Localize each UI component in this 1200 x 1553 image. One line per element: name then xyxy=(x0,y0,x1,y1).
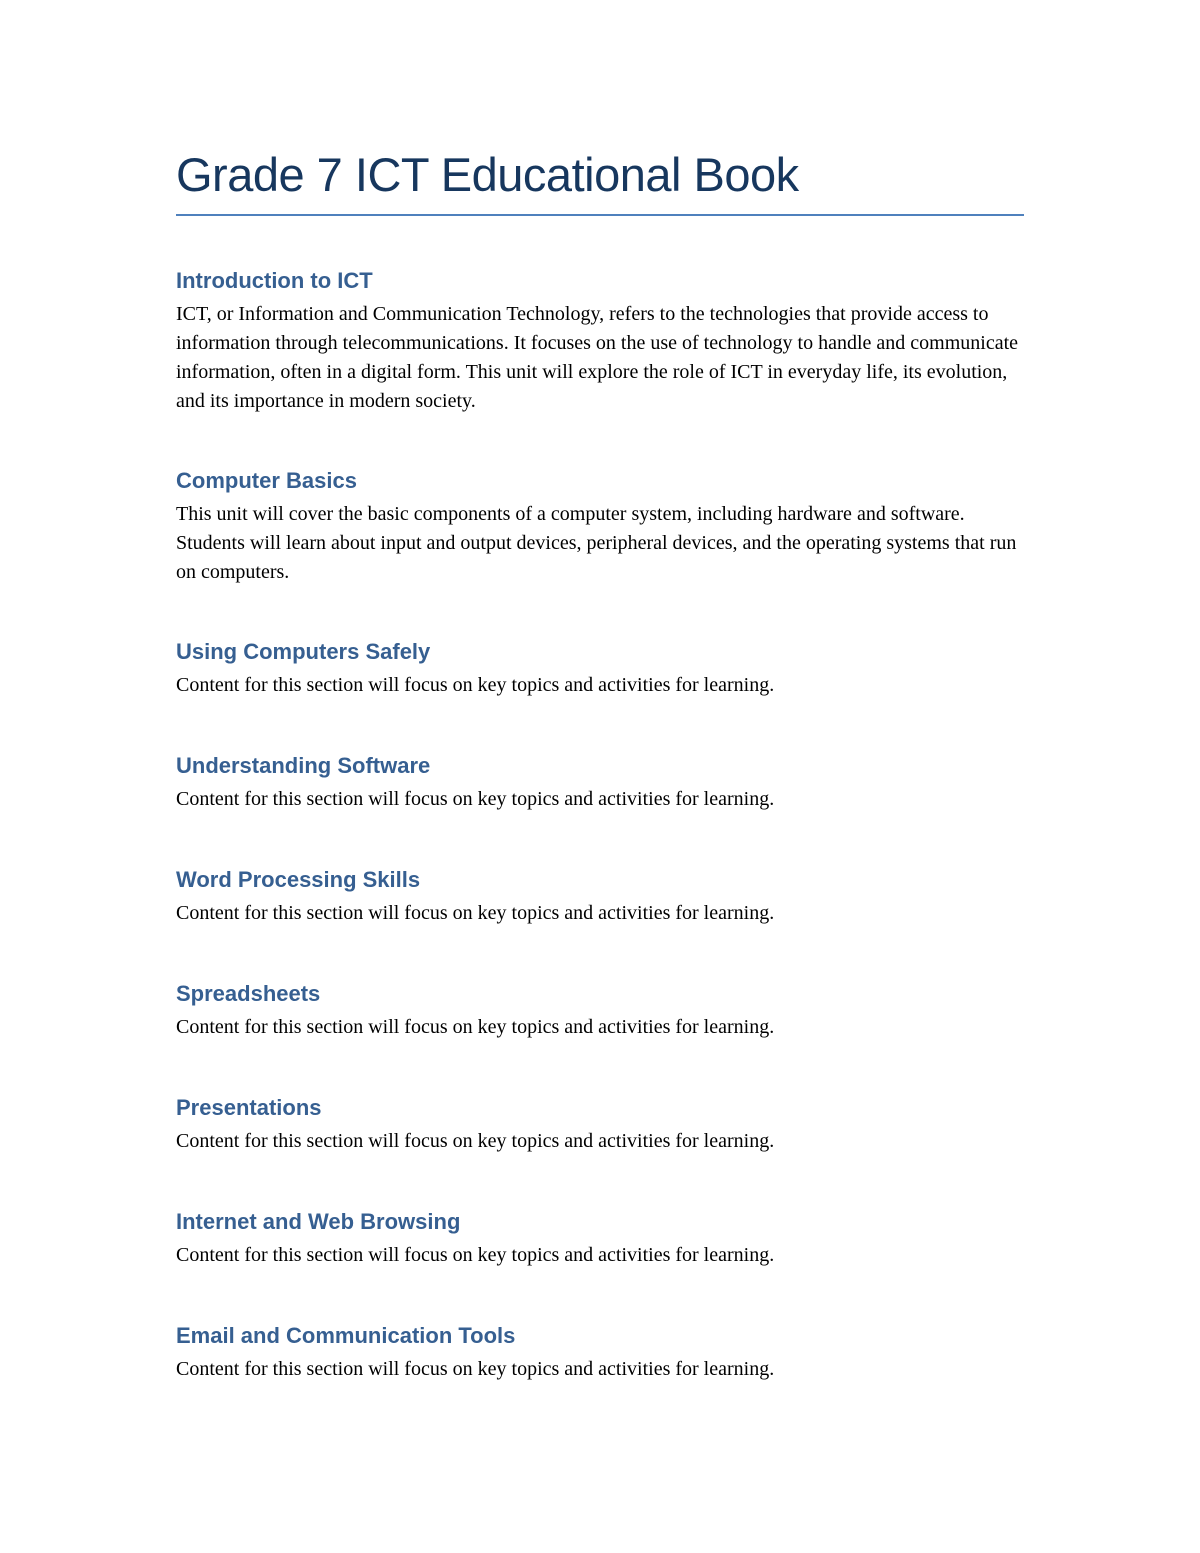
section-heading: Presentations xyxy=(176,1095,322,1120)
section-body: Content for this section will focus on key topics and activities for learning. xyxy=(176,674,775,696)
section-body: ICT, or Information and Communication Technology, refers to the technologies that provide access to information through telecommunications. It focuses on the use of technology to handle and communicate information, often in a digital form. This unit will explore the role of ICT in everyday life, its evolution, and its importance in modern society. xyxy=(176,303,1019,412)
section-word-processing-skills xyxy=(176,865,1024,928)
document-title: Grade 7 ICT Educational Book xyxy=(176,148,799,201)
section-understanding-software xyxy=(176,751,1024,814)
section-heading: Word Processing Skills xyxy=(176,867,421,892)
section-using-computers-safely xyxy=(176,637,1024,700)
section-introduction-to-ict xyxy=(176,266,1024,416)
section-body: Content for this section will focus on key topics and activities for learning. xyxy=(176,902,775,924)
document-content xyxy=(176,140,1024,1384)
section-internet-and-web-browsing xyxy=(176,1207,1024,1270)
section-spreadsheets xyxy=(176,979,1024,1042)
section-presentations xyxy=(176,1093,1024,1156)
section-heading: Email and Communication Tools xyxy=(176,1323,516,1348)
section-heading: Spreadsheets xyxy=(176,981,321,1006)
section-body: This unit will cover the basic components of a computer system, including hardware and software. Students will learn about input and output devices, peripheral devices, and the operating systems that run on computers. xyxy=(176,503,1017,583)
section-email-and-communication-tools xyxy=(176,1321,1024,1384)
section-body: Content for this section will focus on key topics and activities for learning. xyxy=(176,788,775,810)
section-computer-basics xyxy=(176,466,1024,587)
section-heading: Understanding Software xyxy=(176,753,431,778)
section-body: Content for this section will focus on key topics and activities for learning. xyxy=(176,1244,775,1266)
section-body: Content for this section will focus on key topics and activities for learning. xyxy=(176,1130,775,1152)
section-heading: Computer Basics xyxy=(176,468,357,493)
section-heading: Introduction to ICT xyxy=(176,268,373,293)
section-heading: Internet and Web Browsing xyxy=(176,1209,461,1234)
section-body: Content for this section will focus on key topics and activities for learning. xyxy=(176,1358,775,1380)
title-underline xyxy=(176,214,1024,216)
section-heading: Using Computers Safely xyxy=(176,639,431,664)
section-body: Content for this section will focus on key topics and activities for learning. xyxy=(176,1016,775,1038)
